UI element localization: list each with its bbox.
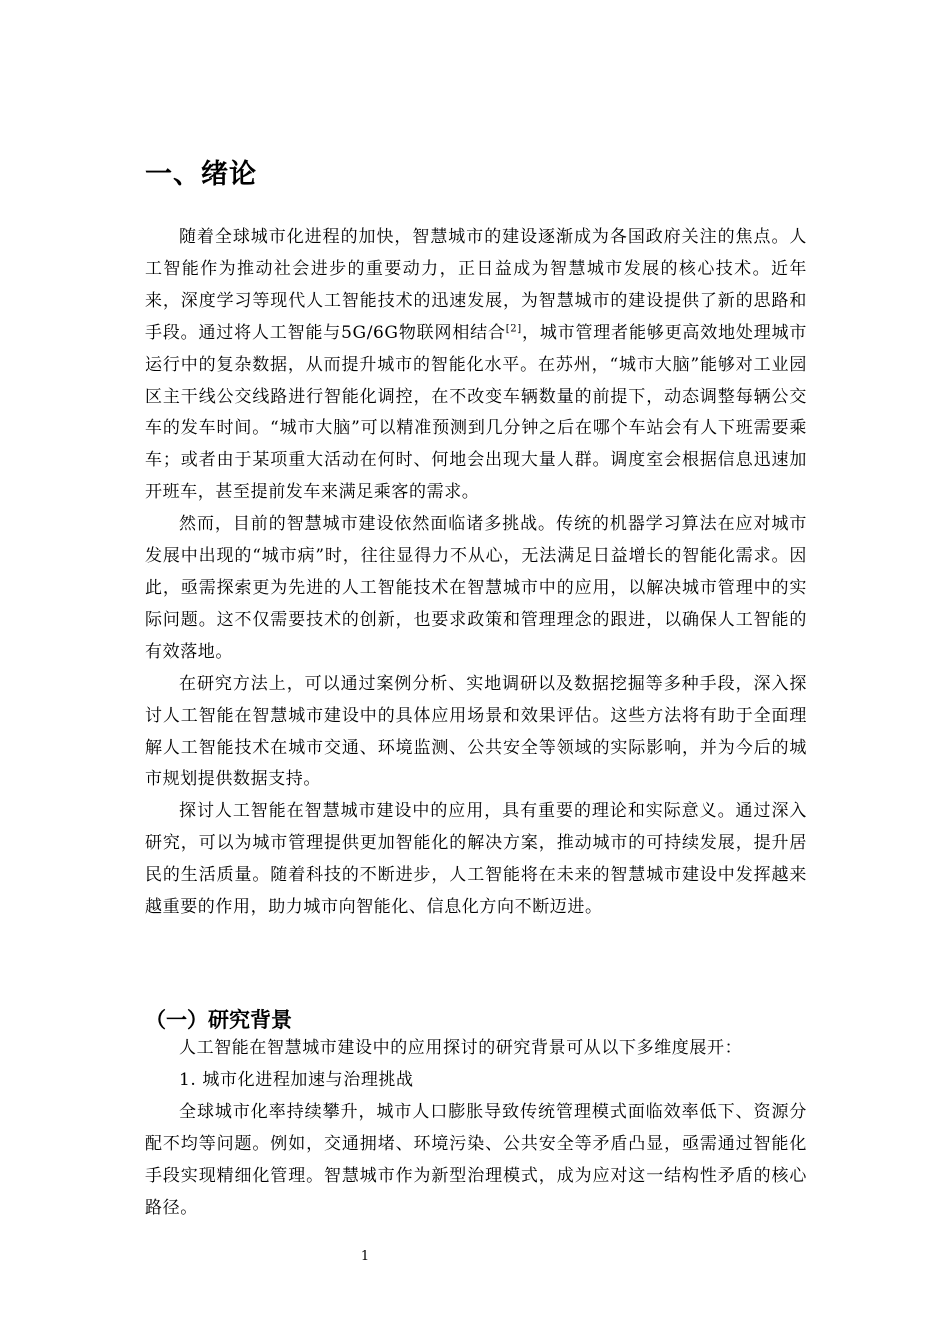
section-title: （一）研究背景 (145, 1008, 292, 1032)
intro-paragraph-1 (145, 222, 807, 509)
intro-body (145, 222, 807, 924)
section-body (145, 1033, 807, 1224)
page-number: 1 (360, 1249, 370, 1264)
section-paragraph-2: 全球城市化率持续攀升，城市人口膨胀导致传统管理模式面临效率低下、资源分配不均等问题。例如，交通拥堵、环境污染、公共安全等矛盾凸显，亟需通过智能化手段实现精细化管理。智慧城市作为新型治理模式，成为应对这一结构性矛盾的核心路径。 (145, 1101, 807, 1218)
intro-paragraph-1-text-b: ，城市管理者能够更高效地处理城市运行中的复杂数据，从而提升城市的智能化水平。在苏州，“城市大脑”能够对工业园区主干线公交线路进行智能化调控，在不改变车辆数量的前提下，动态调整每辆公交车的发车时间。“城市大脑”可以精准预测到几分钟之后在哪个车站会有人下班需要乘车；或者由于某项重大活动在何时、何地会出现大量人群。调度室会根据信息迅速加开班车，甚至提前发车来满足乘客的需求。 (145, 322, 807, 503)
chapter-title: 一、绪论 (145, 159, 257, 190)
intro-paragraph-1-text-a: 随着全球城市化进程的加快，智慧城市的建设逐渐成为各国政府关注的焦点。人工智能作为推动社会进步的重要动力，正日益成为智慧城市发展的核心技术。近年来，深度学习等现代人工智能技术的迅速发展，为智慧城市的建设提供了新的思路和手段。通过将人工智能与5G/6G物联网相结合 (145, 227, 807, 343)
intro-paragraph-3: 在研究方法上，可以通过案例分析、实地调研以及数据挖掘等多种手段，深入探讨人工智能在智慧城市建设中的具体应用场景和效果评估。这些方法将有助于全面理解人工智能技术在城市交通、环境监测、公共安全等领域的实际影响，并为今后的城市规划提供数据支持。 (145, 673, 807, 790)
intro-paragraph-4: 探讨人工智能在智慧城市建设中的应用，具有重要的理论和实际意义。通过深入研究，可以为城市管理提供更加智能化的解决方案，推动城市的可持续发展，提升居民的生活质量。随着科技的不断进步，人工智能将在未来的智慧城市建设中发挥越来越重要的作用，助力城市向智能化、信息化方向不断迈进。 (145, 801, 807, 918)
section-item-title: 1. 城市化进程加速与治理挑战 (179, 1069, 414, 1090)
citation-ref[interactable]: [2] (505, 323, 522, 335)
section-paragraph-1: 人工智能在智慧城市建设中的应用探讨的研究背景可从以下多维度展开： (179, 1038, 743, 1058)
intro-paragraph-2: 然而，目前的智慧城市建设依然面临诸多挑战。传统的机器学习算法在应对城市发展中出现的“城市病”时，往往显得力不从心，无法满足日益增长的智能化需求。因此，亟需探索更为先进的人工智能技术在智慧城市中的应用，以解决城市管理中的实际问题。这不仅需要技术的创新，也要求政策和管理理念的跟进，以确保人工智能的有效落地。 (145, 514, 807, 662)
